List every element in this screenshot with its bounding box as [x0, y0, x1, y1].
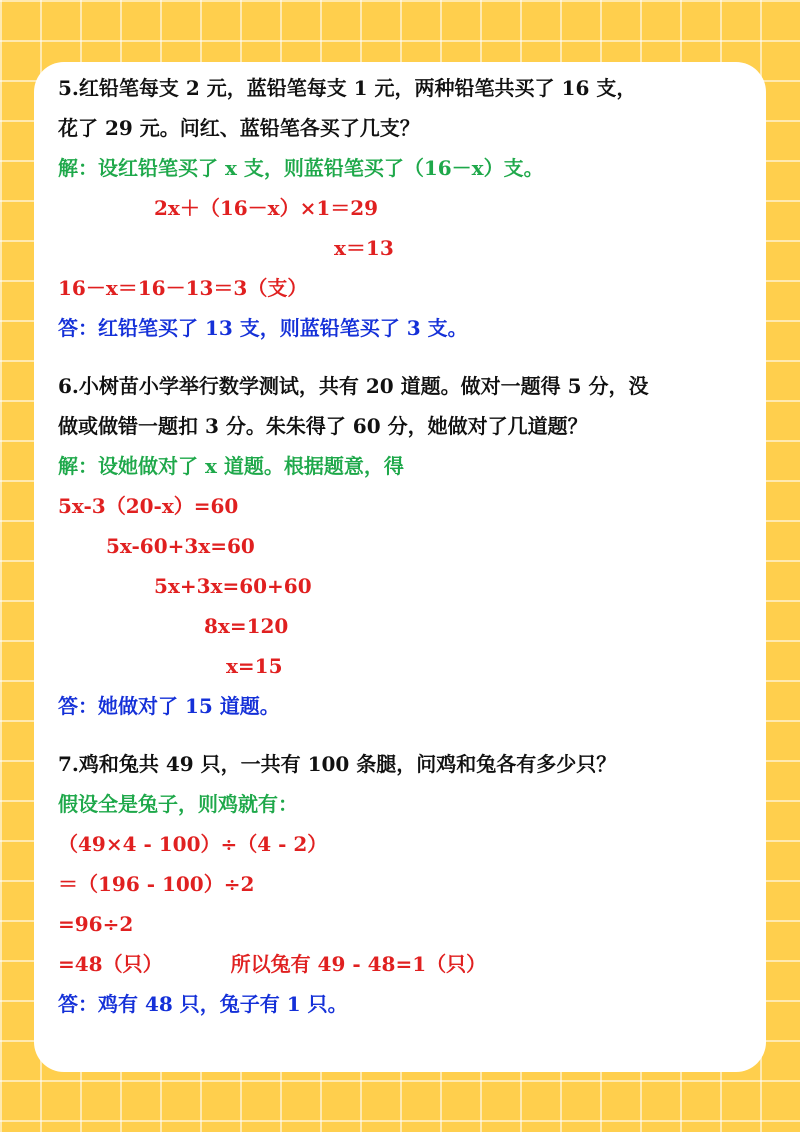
problem-7-step-3: =96÷2: [58, 912, 134, 936]
content-card: [34, 62, 766, 1072]
problem-6-step-4: 8x=120: [204, 614, 289, 638]
problem-7-question: 7.鸡和兔共 49 只，一共有 100 条腿，问鸡和兔各有多少只？: [58, 752, 617, 776]
problem-5-question-line-2: 花了 29 元。问红、蓝铅笔各买了几支？: [58, 116, 420, 140]
problem-6-step-1: 5x-3（20-x）=60: [58, 494, 239, 518]
problem-5-equation: 2x＋（16－x）×1＝29: [154, 196, 379, 220]
problem-6-step-5: x=15: [226, 654, 283, 678]
problem-5-answer: 答：红铅笔买了 13 支，则蓝铅笔买了 3 支。: [58, 316, 468, 340]
problem-5-result: x＝13: [334, 236, 394, 260]
problem-6-step-3: 5x+3x=60+60: [154, 574, 312, 598]
problem-6-solution: 解：设她做对了 x 道题。根据题意，得: [58, 454, 404, 478]
problem-5-step: 16－x＝16－13＝3（支）: [58, 276, 308, 300]
problem-5-solution: 解：设红铅笔买了 x 支，则蓝铅笔买了（16－x）支。: [58, 156, 544, 180]
problem-6-question-line-2: 做或做错一题扣 3 分。朱朱得了 60 分，她做对了几道题？: [58, 414, 588, 438]
problem-7-step-4: =48（只）: [58, 952, 163, 976]
problem-7-rabbit: 所以兔有 49 - 48=1（只）: [230, 952, 487, 976]
problem-7-assumption: 假设全是兔子，则鸡就有：: [58, 792, 298, 816]
problem-5-question-line-1: 5.红铅笔每支 2 元，蓝铅笔每支 1 元，两种铅笔共买了 16 支，: [58, 76, 637, 100]
problem-7-step-4-row: [58, 954, 746, 974]
problem-7-step-1: （49×4 - 100）÷（4 - 2）: [58, 832, 328, 856]
problem-7-step-2: ＝（196 - 100）÷2: [58, 872, 255, 896]
problem-6-question-line-1: 6.小树苗小学举行数学测试，共有 20 道题。做对一题得 5 分，没: [58, 374, 649, 398]
problem-7-answer: 答：鸡有 48 只，兔子有 1 只。: [58, 992, 348, 1016]
problem-6-step-2: 5x-60+3x=60: [106, 534, 255, 558]
problem-6-answer: 答：她做对了 15 道题。: [58, 694, 280, 718]
